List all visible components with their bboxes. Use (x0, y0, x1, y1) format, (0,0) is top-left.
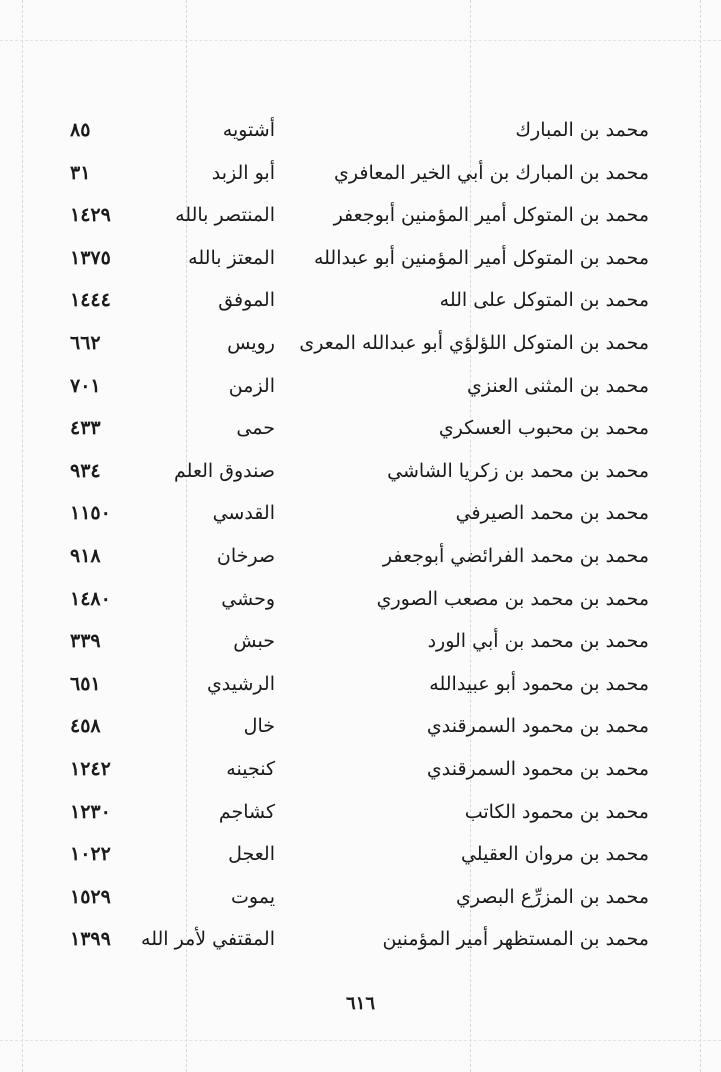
entry-number: ٣٣٩ (70, 630, 101, 653)
entry-nickname: رويس (227, 331, 275, 354)
list-item (0, 877, 721, 920)
entry-nickname: حبش (233, 630, 275, 653)
list-item (0, 366, 721, 409)
list-item (0, 238, 721, 281)
entry-name: محمد بن المتوكل اللؤلؤي أبو عبدالله المعرى (299, 331, 649, 354)
entry-nickname: خال (243, 715, 275, 738)
entry-name: محمد بن المستظهر أمير المؤمنين (382, 928, 649, 951)
list-item (0, 664, 721, 707)
entry-name: محمد بن محمود الكاتب (464, 800, 649, 823)
list-item (0, 323, 721, 366)
entry-name: محمد بن محمد بن زكريا الشاشي (387, 459, 649, 482)
entry-nickname: حمى (236, 417, 275, 440)
list-item (0, 536, 721, 579)
guide-line (0, 1040, 721, 1041)
entry-number: ١٢٣٠ (70, 800, 111, 823)
list-item (0, 621, 721, 664)
entry-name: محمد بن المتوكل أمير المؤمنين أبو عبدالله (313, 246, 649, 269)
entry-nickname: كشاجم (218, 800, 275, 823)
entry-name: محمد بن محمد بن مصعب الصوري (376, 587, 649, 610)
entry-number: ١٤٤٤ (70, 289, 111, 312)
entry-name: محمد بن محمود السمرقندي (426, 715, 649, 738)
list-item (0, 408, 721, 451)
entry-number: ٧٠١ (70, 374, 101, 397)
guide-line (0, 40, 721, 41)
entry-nickname: العجل (228, 843, 275, 866)
entry-name: محمد بن المثنى العنزي (467, 374, 649, 397)
entry-number: ١١٥٠ (70, 502, 111, 525)
entry-nickname: وحشي (221, 587, 275, 610)
entry-name: محمد بن محمد الصيرفي (455, 502, 649, 525)
entry-number: ٩٣٤ (70, 459, 101, 482)
entry-name: محمد بن المبارك (515, 119, 649, 141)
entry-number: ١٤٢٩ (70, 204, 111, 227)
entry-name: محمد بن المتوكل أمير المؤمنين أبوجعفر (333, 204, 649, 227)
entry-nickname: القدسي (212, 502, 275, 525)
entry-list (0, 110, 721, 962)
list-item (0, 153, 721, 196)
entry-name: محمد بن المبارك بن أبي الخير المعافري (334, 161, 649, 184)
entry-number: ٨٥ (70, 119, 91, 141)
list-item (0, 579, 721, 622)
entry-nickname: كنجينه (226, 757, 275, 780)
entry-number: ٤٣٣ (70, 417, 101, 440)
list-item (0, 110, 721, 153)
entry-nickname: الزمن (228, 374, 275, 397)
entry-number: ٩١٨ (70, 544, 101, 567)
list-item (0, 792, 721, 835)
entry-nickname: يموت (231, 885, 275, 908)
entry-name: محمد بن المزرِّع البصري (456, 885, 649, 908)
entry-nickname: أشتويه (222, 119, 275, 141)
entry-number: ١٠٢٢ (70, 843, 111, 866)
entry-number: ١٤٨٠ (70, 587, 111, 610)
list-item (0, 195, 721, 238)
entry-nickname: أبو الزبد (211, 161, 275, 184)
entry-nickname: الرشيدي (206, 672, 275, 695)
entry-name: محمد بن محمد الفرائضي أبوجعفر (382, 544, 649, 567)
entry-number: ١٥٢٩ (70, 885, 111, 908)
entry-name: محمد بن المتوكل على الله (439, 289, 649, 312)
list-item (0, 493, 721, 536)
entry-name: محمد بن محبوب العسكري (438, 417, 649, 440)
entry-number: ٦٥١ (70, 672, 101, 695)
entry-name: محمد بن محمود أبو عبيدالله (429, 672, 649, 695)
entry-number: ١٣٧٥ (70, 246, 111, 269)
list-item (0, 706, 721, 749)
list-item (0, 919, 721, 962)
entry-number: ١٣٩٩ (70, 928, 111, 951)
list-item (0, 451, 721, 494)
entry-nickname: المعتز بالله (188, 246, 275, 269)
page-number: ٦١٦ (345, 993, 375, 1014)
entry-nickname: الموفق (218, 289, 275, 312)
entry-name: محمد بن محمود السمرقندي (426, 757, 649, 780)
entry-number: ٦٦٢ (70, 331, 101, 354)
entry-nickname: المقتفي لأمر الله (141, 928, 275, 951)
list-item (0, 834, 721, 877)
entry-number: ١٢٤٢ (70, 757, 111, 780)
list-item (0, 280, 721, 323)
entry-number: ٣١ (70, 161, 91, 184)
entry-nickname: المنتصر بالله (175, 204, 275, 227)
list-item (0, 749, 721, 792)
entry-number: ٤٥٨ (70, 715, 101, 738)
entry-nickname: صرخان (216, 544, 275, 567)
entry-name: محمد بن مروان العقيلي (460, 843, 649, 866)
entry-nickname: صندوق العلم (174, 459, 275, 482)
entry-name: محمد بن محمد بن أبي الورد (427, 630, 649, 653)
